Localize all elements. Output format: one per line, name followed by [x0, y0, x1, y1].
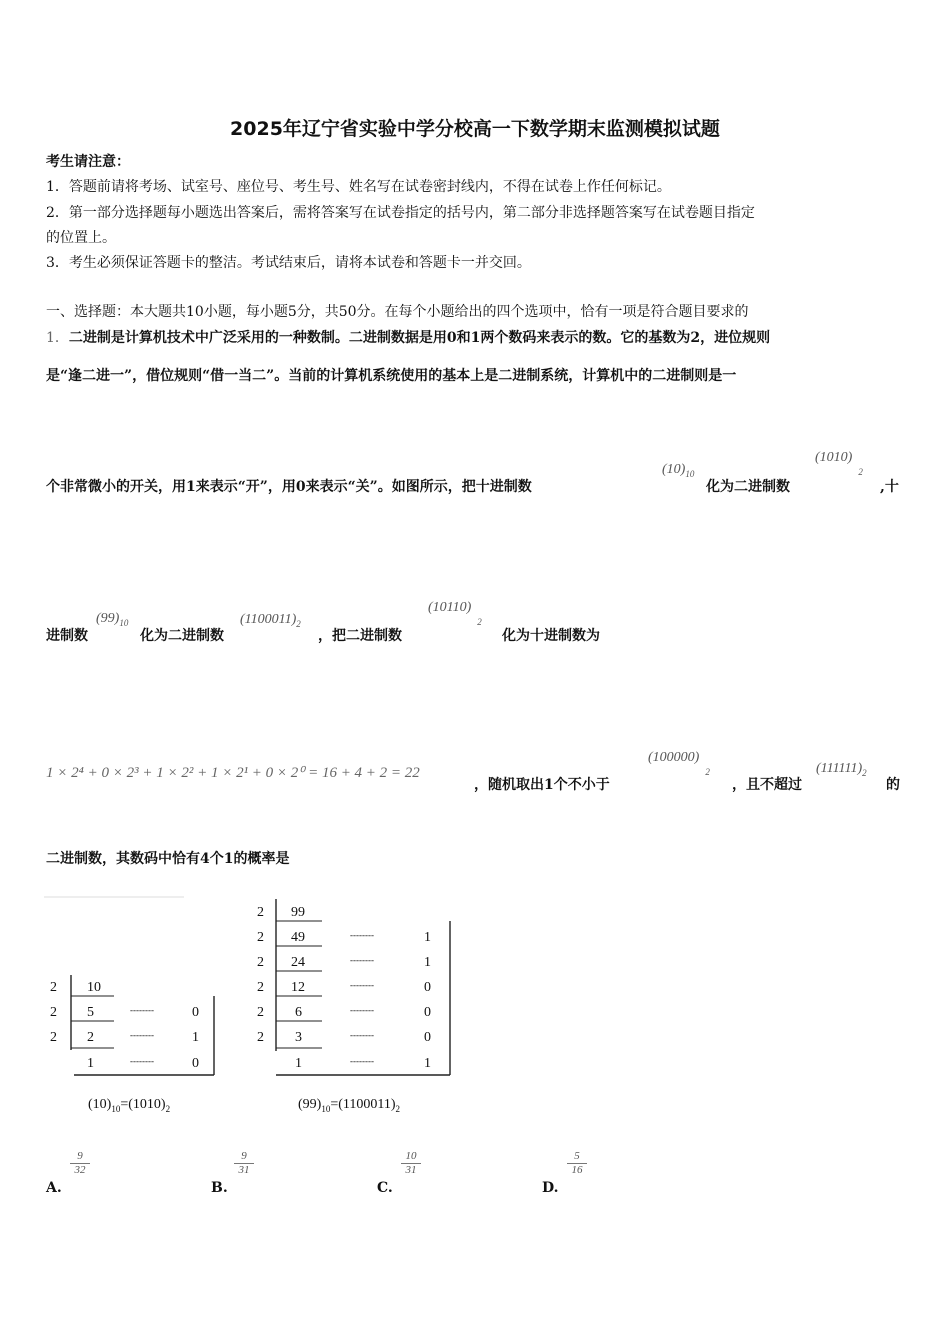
notice-item-2: 2．第一部分选择题每小题选出答案后，需将答案写在试卷指定的括号内，第二部分非选择题答案写在试卷题目指定	[46, 205, 755, 221]
quotient: 10	[87, 980, 101, 995]
remainder: 1	[192, 1030, 199, 1045]
option-a-fraction: $\frac{9}{32}$	[70, 1150, 90, 1177]
figure-caption-99: $(99)_{10}=(1100011)_2$	[298, 1097, 401, 1114]
quotient: 49	[291, 930, 305, 945]
question-number: 1．	[46, 330, 69, 346]
quotient: 5	[87, 1005, 94, 1020]
quotient: 24	[291, 955, 305, 970]
remainder: 0	[424, 980, 431, 995]
dash-leader: --------	[350, 1056, 374, 1066]
quotient: 1	[295, 1056, 302, 1071]
division-table-99	[252, 895, 462, 1085]
question-line-3a: 个非常微小的开关，用1来表示“开”，用0来表示“关”。如图所示，把十进制数	[46, 479, 532, 495]
option-d-label[interactable]: D.	[542, 1180, 559, 1196]
figure-caption-10: $(10)_{10}=(1010)_2$	[88, 1097, 171, 1114]
question-line-6: 二进制数，其数码中恰有4个1的概率是	[46, 851, 290, 867]
section-heading: 一、选择题：本大题共10小题，每小题5分，共50分。在每个小题给出的四个选项中，恰有一项是符合题目要求的	[46, 304, 749, 320]
option-b-fraction: $\frac{9}{31}$	[234, 1150, 254, 1177]
quotient: 2	[87, 1030, 94, 1045]
question-line-4b: 化为二进制数	[140, 628, 224, 644]
conversion-equation: 1 × 2⁴ + 0 × 2³ + 1 × 2² + 1 × 2¹ + 0 × 2⁰ = 16 + 4 + 2 = 22	[46, 765, 420, 781]
dash-leader: --------	[130, 1056, 154, 1066]
base: 2	[257, 1005, 264, 1020]
remainder: 0	[424, 1030, 431, 1045]
base: 2	[257, 905, 264, 920]
math-10-dec: $(10)_{10}$	[662, 462, 695, 479]
question-line-2: 是“逢二进一”，借位规则“借一当二”。当前的计算机系统使用的基本上是二进制系统，计算机中的二进制则是一	[46, 368, 737, 384]
math-111111-bin: $(111111)_2$	[816, 761, 867, 778]
remainder: 0	[192, 1005, 199, 1020]
option-c-label[interactable]: C.	[377, 1180, 393, 1196]
dash-leader: --------	[350, 1030, 374, 1040]
notice-heading: 考生请注意：	[46, 154, 130, 170]
base: 2	[257, 955, 264, 970]
math-1100011-bin: $(1100011)_2$	[240, 612, 301, 629]
figure-99-to-binary	[252, 895, 462, 1125]
math-100000-bin: $(100000)_2$	[648, 750, 710, 777]
remainder: 0	[192, 1056, 199, 1071]
question-line-4d: 化为十进制数为	[502, 628, 600, 644]
quotient: 1	[87, 1056, 94, 1071]
notice-item-3: 3．考生必须保证答题卡的整洁。考试结束后，请将本试卷和答题卡一并交回。	[46, 255, 531, 271]
quotient: 6	[295, 1005, 302, 1020]
question-line-5c: 的	[886, 777, 900, 793]
base-1: 2	[50, 980, 57, 995]
quotient: 12	[291, 980, 305, 995]
base: 2	[257, 930, 264, 945]
question-line-4c: ，把二进制数	[318, 628, 402, 644]
option-d-fraction: $\frac{5}{16}$	[567, 1150, 587, 1177]
math-1010-bin: $(1010)_2$	[815, 450, 863, 477]
dash-leader: --------	[130, 1005, 154, 1015]
question-line-1: 1．二进制是计算机技术中广泛采用的一种数制。二进制数据是用0和1两个数码来表示的数。它的基数为2，进位规则	[46, 330, 771, 346]
question-line-5a: ，随机取出1个不小于	[474, 777, 610, 793]
remainder: 1	[424, 930, 431, 945]
math-10110-bin: $(10110)_2$	[428, 600, 482, 627]
base-3: 2	[50, 1030, 57, 1045]
dash-leader: --------	[350, 930, 374, 940]
figure-10-to-binary	[44, 895, 224, 1125]
notice-item-1: 1．答题前请将考场、试室号、座位号、考生号、姓名写在试卷密封线内，不得在试卷上作任何标记。	[46, 179, 671, 195]
question-line-3c: ,十	[880, 479, 899, 495]
division-table-10	[44, 895, 224, 1085]
base: 2	[257, 980, 264, 995]
base: 2	[257, 1030, 264, 1045]
quotient: 99	[291, 905, 305, 920]
dash-leader: --------	[350, 980, 374, 990]
notice-item-2-cont: 的位置上。	[46, 230, 116, 246]
page-title: 2025年辽宁省实验中学分校高一下数学期末监测模拟试题	[230, 118, 720, 140]
question-line-5b: ，且不超过	[732, 777, 802, 793]
remainder: 0	[424, 1005, 431, 1020]
question-line-4a: 进制数	[46, 628, 88, 644]
dash-leader: --------	[350, 1005, 374, 1015]
option-a-label[interactable]: A.	[46, 1180, 62, 1196]
quotient: 3	[295, 1030, 302, 1045]
remainder: 1	[424, 955, 431, 970]
dash-leader: --------	[350, 955, 374, 965]
option-b-label[interactable]: B.	[211, 1180, 228, 1196]
option-c-fraction: $\frac{10}{31}$	[401, 1150, 421, 1177]
base-2: 2	[50, 1005, 57, 1020]
remainder: 1	[424, 1056, 431, 1071]
math-99-dec: $(99)_{10}$	[96, 611, 129, 628]
question-line-3b: 化为二进制数	[706, 479, 790, 495]
dash-leader: --------	[130, 1030, 154, 1040]
